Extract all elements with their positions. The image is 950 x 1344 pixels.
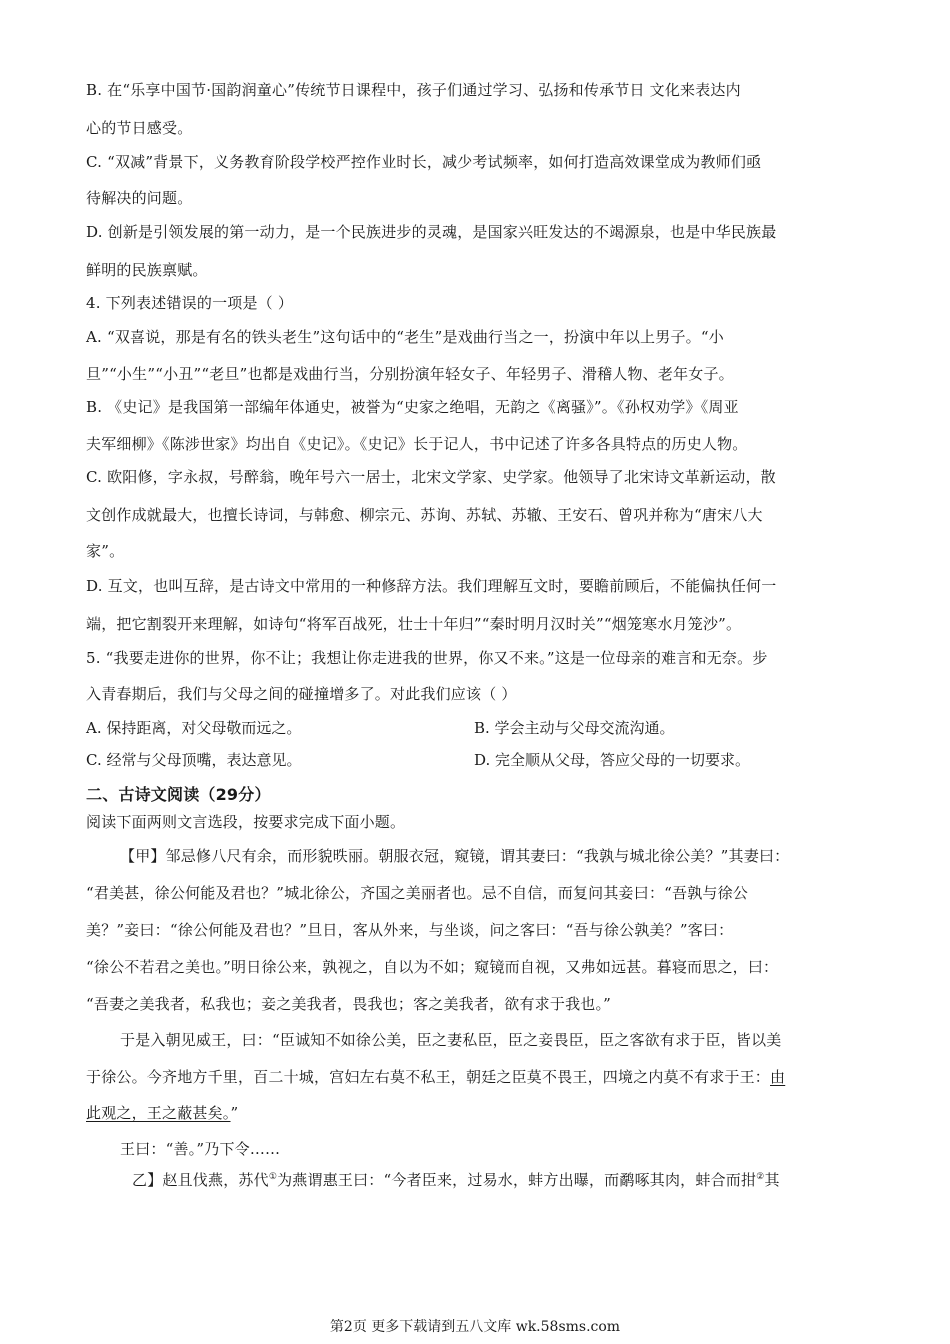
passage-jia-p2-closing-quote: ” bbox=[230, 1104, 239, 1122]
q4-stem: 4. 下列表述错误的一项是（ ） bbox=[86, 294, 294, 312]
underlined-sentence-part2: 此观之，王之蔽甚矣。 bbox=[86, 1104, 231, 1122]
passage-jia-p2-line1: 于是入朝见威王，曰：“臣诚知不如徐公美，臣之妻私臣，臣之妾畏臣，臣之客欲有求于臣，皆以美 bbox=[120, 1031, 782, 1049]
section-instruction: 阅读下面两则文言选段，按要求完成下面小题。 bbox=[86, 813, 406, 831]
q3-option-c-line1: C. “双减”背景下，义务教育阶段学校严控作业时长，减少考试频率，如何打造高效课堂成为教师们亟 bbox=[86, 153, 762, 171]
section-heading: 二、古诗文阅读（29分） bbox=[86, 785, 271, 804]
passage-jia-line5: “吾妻之美我者，私我也；妾之美我者，畏我也；客之美我者，欲有求于我也。” bbox=[86, 995, 612, 1013]
q3-option-d-line1: D. 创新是引领发展的第一动力，是一个民族进步的灵魂，是国家兴旺发达的不竭源泉，也是中华民族最 bbox=[86, 223, 777, 241]
passage-yi-prefix: 乙】赵且伐燕，苏代 bbox=[132, 1171, 269, 1189]
passage-yi-suffix: 其 bbox=[764, 1171, 780, 1189]
q4-option-a-line2: 旦”“小生”“小丑”“老旦”也都是戏曲行当，分别扮演年轻女子、年轻男子、滑稽人物、老年女子。 bbox=[86, 365, 734, 383]
passage-jia-p2-line2-text: 于徐公。今齐地方千里，百二十城，宫妇左右莫不私王，朝廷之臣莫不畏王，四境之内莫不有求于王： bbox=[86, 1068, 771, 1086]
q3-option-b-line1: B. 在“乐享中国节·国韵润童心”传统节日课程中，孩子们通过学习、弘扬和传承节日 文化来表达内 bbox=[86, 81, 741, 99]
q4-option-d-line1: D. 互文，也叫互辞，是古诗文中常用的一种修辞方法。我们理解互文时，要瞻前顾后，不能偏执任何一 bbox=[86, 577, 777, 595]
passage-yi-line1 bbox=[132, 1170, 872, 1190]
q4-option-c-line3: 家”。 bbox=[86, 542, 125, 560]
passage-jia-line2: “君美甚，徐公何能及君也？”城北徐公，齐国之美丽者也。忌不自信，而复问其妾曰：“吾孰与徐公 bbox=[86, 884, 749, 902]
q3-option-c-line2: 待解决的问题。 bbox=[86, 189, 193, 207]
q4-option-b-line1: B. 《史记》是我国第一部编年体通史，被誉为“史家之绝唱，无韵之《离骚》”。《孙权劝学》《周亚 bbox=[86, 398, 739, 416]
q4-option-b-line2: 夫军细柳》《陈涉世家》均出自《史记》。《史记》长于记人，书中记述了许多各具特点的历史人物。 bbox=[86, 435, 748, 453]
underlined-sentence-part1: 由 bbox=[770, 1068, 786, 1086]
passage-jia-line1: 【甲】邹忌修八尺有余，而形貌昳丽。朝服衣冠，窥镜，谓其妻曰：“我孰与城北徐公美？”其妻曰： bbox=[120, 847, 790, 865]
q4-option-d-line2: 端，把它割裂开来理解，如诗句“将军百战死，壮士十年归”“秦时明月汉时关”“烟笼寒水月笼沙”。 bbox=[86, 615, 742, 633]
q5-stem-line2: 入青春期后，我们与父母之间的碰撞增多了。对此我们应该（ ） bbox=[86, 685, 517, 703]
q5-option-a: A. 保持距离，对父母敬而远之。 bbox=[86, 719, 302, 737]
passage-jia-line3: 美？”妾曰：“徐公何能及君也？”旦日，客从外来，与坐谈，问之客曰：“吾与徐公孰美？”客曰： bbox=[86, 921, 734, 939]
passage-yi-middle: 为燕谓惠王曰：“今者臣来，过易水，蚌方出曝，而鹬啄其肉，蚌合而拑 bbox=[277, 1171, 757, 1189]
passage-jia-p2-line3 bbox=[86, 1103, 876, 1123]
page-footer: 第2页 更多下载请到五八文库 wk.58sms.com bbox=[329, 1319, 621, 1335]
passage-jia-line4: “徐公不若君之美也。”明日徐公来，孰视之，自以为不如；窥镜而自视，又弗如远甚。暮寝而思之，曰： bbox=[86, 958, 779, 976]
footnote-marker-1: ① bbox=[268, 1172, 278, 1182]
q5-option-d: D. 完全顺从父母，答应父母的一切要求。 bbox=[474, 751, 751, 769]
passage-jia-p2-line2 bbox=[86, 1067, 876, 1087]
passage-jia-p3: 王曰：“善。”乃下令…… bbox=[120, 1140, 281, 1158]
footnote-marker-2: ② bbox=[756, 1172, 765, 1182]
q3-option-b-line2: 心的节日感受。 bbox=[86, 119, 193, 137]
q4-option-c-line2: 文创作成就最大，也擅长诗词，与韩愈、柳宗元、苏询、苏轼、苏辙、王安石、曾巩并称为“唐宋八大 bbox=[86, 506, 763, 524]
q3-option-d-line2: 鲜明的民族禀赋。 bbox=[86, 261, 208, 279]
q5-option-c: C. 经常与父母顶嘴，表达意见。 bbox=[86, 751, 302, 769]
q5-option-b: B. 学会主动与父母交流沟通。 bbox=[474, 719, 675, 737]
q4-option-a-line1: A. “双喜说，那是有名的铁头老生”这句话中的“老生”是戏曲行当之一，扮演中年以上男子。“小 bbox=[86, 328, 724, 346]
q5-stem-line1: 5. “我要走进你的世界，你不让；我想让你走进我的世界，你又不来。”这是一位母亲的难言和无奈。步 bbox=[86, 649, 768, 667]
q4-option-c-line1: C. 欧阳修，字永叔，号醉翁，晚年号六一居士，北宋文学家、史学家。他领导了北宋诗文革新运动，散 bbox=[86, 468, 776, 486]
